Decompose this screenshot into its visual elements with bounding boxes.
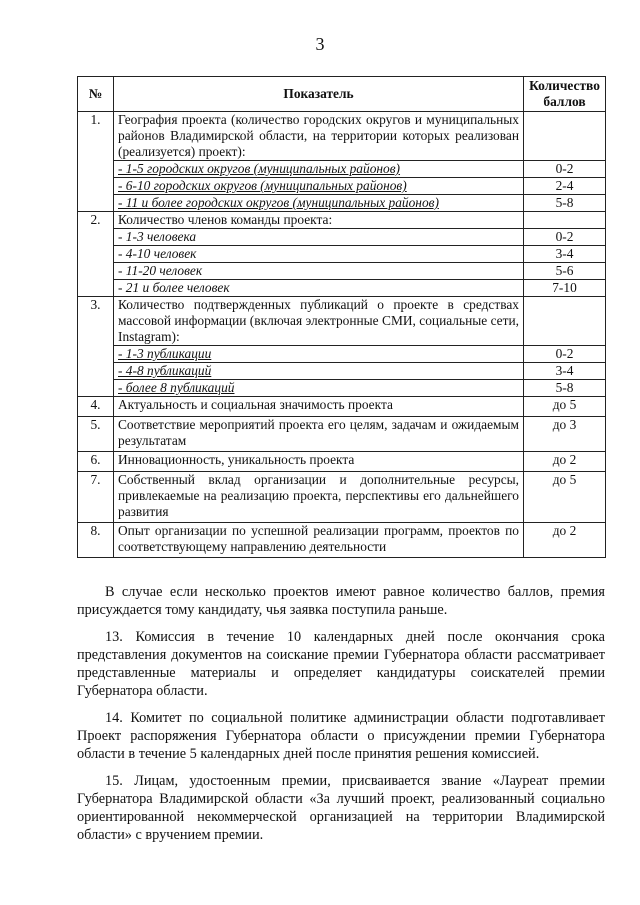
row-number: 3. <box>78 297 114 397</box>
table-row <box>78 112 606 161</box>
table-row <box>78 246 606 263</box>
table-row <box>78 161 606 178</box>
row-indicator: Актуальность и социальная значимость проекта <box>114 397 524 417</box>
paragraph-tie-rule: В случае если несколько проектов имеют равное количество баллов, премия присуждается тому кандидату, чья заявка поступила раньше. <box>77 584 605 618</box>
page-number: 3 <box>315 34 325 54</box>
table-row <box>78 472 606 523</box>
row-points: до 5 <box>524 397 606 417</box>
row-points: до 2 <box>524 452 606 472</box>
row-points <box>524 297 606 346</box>
row-indicator: - более 8 публикаций <box>114 380 524 397</box>
criteria-table <box>77 76 606 558</box>
table-row <box>78 346 606 363</box>
header-num: № <box>78 77 114 112</box>
row-points: до 2 <box>524 523 606 558</box>
paragraph-15: 15. Лицам, удостоенным премии, присваивается звание «Лауреат премии Губернатора Владимирской области «За лучший проект, реализованный социально ориентированной некоммерческой организацией на территории Владимирской области» с вручением премии. <box>77 773 605 843</box>
row-number: 6. <box>78 452 114 472</box>
table-row <box>78 212 606 229</box>
header-points: Количество баллов <box>524 77 606 112</box>
row-number: 2. <box>78 212 114 297</box>
row-indicator: Опыт организации по успешной реализации программ, проектов по соответствующему направлению деятельности <box>114 523 524 558</box>
row-points: 3-4 <box>524 246 606 263</box>
table-row <box>78 297 606 346</box>
row-points: 5-6 <box>524 263 606 280</box>
row-points: 7-10 <box>524 280 606 297</box>
row-indicator: Соответствие мероприятий проекта его целям, задачам и ожидаемым результатам <box>114 417 524 452</box>
table-row <box>78 229 606 246</box>
table-header-row <box>78 77 606 112</box>
table-row <box>78 380 606 397</box>
paragraph-13: 13. Комиссия в течение 10 календарных дней после окончания срока представления документов на соискание премии Губернатора области рассматривает представленные материалы и определяет кандидатуры соискателей премии Губернатора области. <box>77 629 605 699</box>
row-indicator: География проекта (количество городских округов и муниципальных районов Владимирской области, на территории которых реализован (реализуется) проект): <box>114 112 524 161</box>
row-indicator: - 1-5 городских округов (муниципальных районов) <box>114 161 524 178</box>
row-points <box>524 112 606 161</box>
row-indicator: - 4-10 человек <box>114 246 524 263</box>
row-number: 5. <box>78 417 114 452</box>
row-number: 1. <box>78 112 114 212</box>
row-points: 5-8 <box>524 380 606 397</box>
row-indicator: Инновационность, уникальность проекта <box>114 452 524 472</box>
row-indicator: - 21 и более человек <box>114 280 524 297</box>
row-points: 5-8 <box>524 195 606 212</box>
row-points: 3-4 <box>524 363 606 380</box>
row-indicator: - 4-8 публикаций <box>114 363 524 380</box>
row-points: 0-2 <box>524 229 606 246</box>
paragraph-14: 14. Комитет по социальной политике администрации области подготавливает Проект распоряжения Губернатора области о присуждении премии Губернатора области в течение 5 календарных дней после принятия решения комиссией. <box>77 710 605 762</box>
row-points: 0-2 <box>524 161 606 178</box>
row-points: 0-2 <box>524 346 606 363</box>
table-row <box>78 195 606 212</box>
body-text <box>77 583 605 853</box>
header-indicator: Показатель <box>114 77 524 112</box>
row-indicator: Количество подтвержденных публикаций о проекте в средствах массовой информации (включая электронные СМИ, социальные сети, Instagram): <box>114 297 524 346</box>
table-row <box>78 263 606 280</box>
row-points: до 3 <box>524 417 606 452</box>
row-points: 2-4 <box>524 178 606 195</box>
table-row <box>78 523 606 558</box>
row-indicator: - 11-20 человек <box>114 263 524 280</box>
table-row <box>78 280 606 297</box>
row-indicator: Количество членов команды проекта: <box>114 212 524 229</box>
row-points <box>524 212 606 229</box>
row-indicator: - 1-3 публикации <box>114 346 524 363</box>
row-points: до 5 <box>524 472 606 523</box>
table-row <box>78 178 606 195</box>
row-number: 8. <box>78 523 114 558</box>
row-number: 7. <box>78 472 114 523</box>
table-row <box>78 363 606 380</box>
row-indicator: Собственный вклад организации и дополнительные ресурсы, привлекаемые на реализацию проекта, перспективы его дальнейшего развития <box>114 472 524 523</box>
table-row <box>78 417 606 452</box>
row-indicator: - 11 и более городских округов (муниципальных районов) <box>114 195 524 212</box>
row-indicator: - 6-10 городских округов (муниципальных районов) <box>114 178 524 195</box>
table-row <box>78 452 606 472</box>
row-number: 4. <box>78 397 114 417</box>
row-indicator: - 1-3 человека <box>114 229 524 246</box>
table-row <box>78 397 606 417</box>
